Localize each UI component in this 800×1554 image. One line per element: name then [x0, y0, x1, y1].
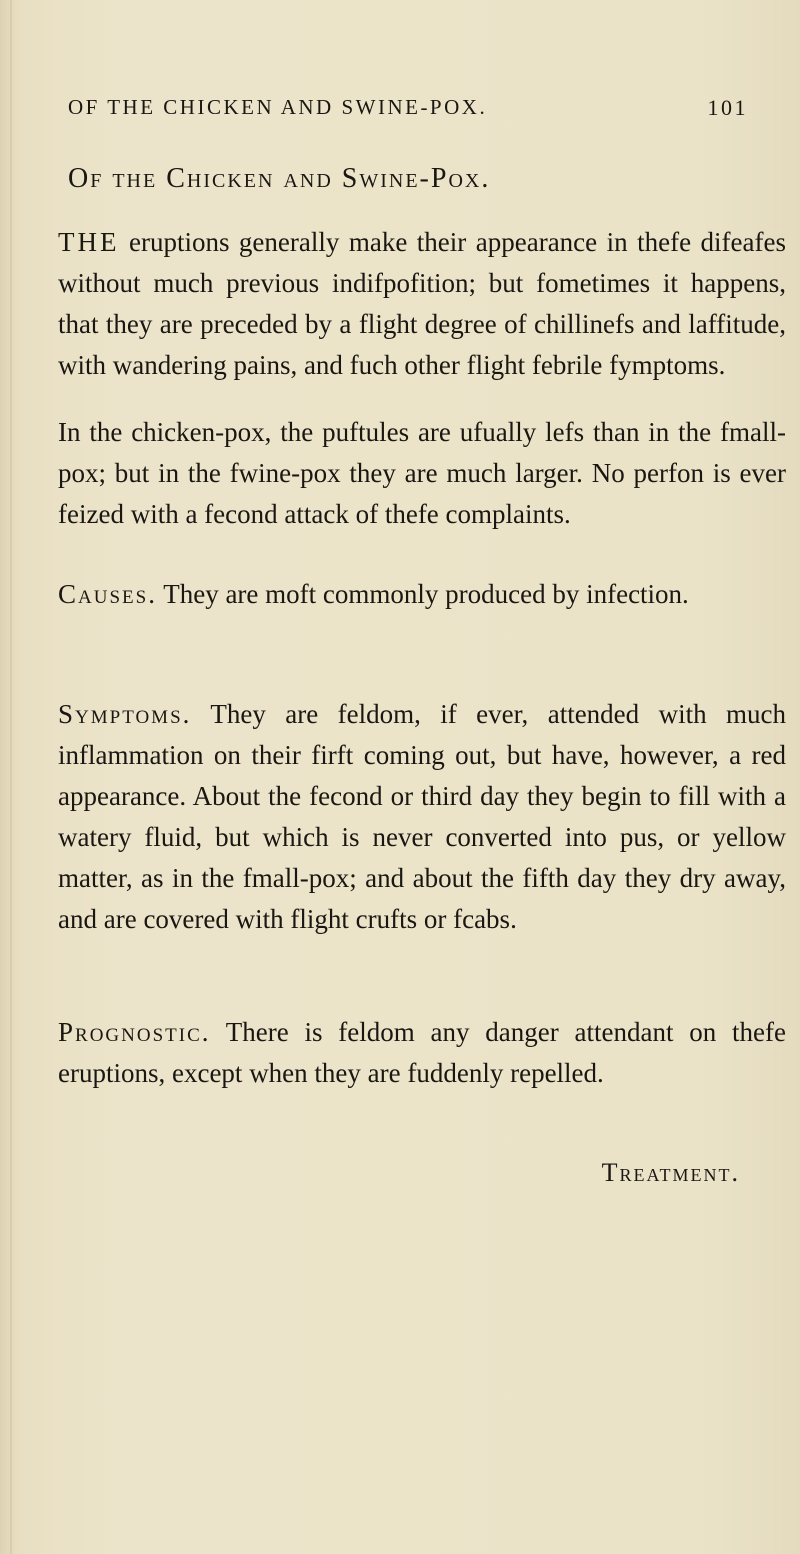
paragraph-prognostic [58, 1012, 786, 1094]
paragraph-text: There is feldom any danger attendant on thefe eruptions, except when they are fuddenly repelled. [58, 1017, 786, 1088]
section-title: Of the Chicken and Swine-Pox. [68, 163, 491, 194]
page-number: 101 [707, 95, 748, 120]
paragraph-symptoms [58, 694, 786, 940]
catchword: Treatment. [601, 1158, 740, 1187]
paragraph-intro [58, 222, 786, 386]
paragraph-lead: Symptoms. [58, 699, 192, 729]
running-head [68, 95, 748, 120]
paragraph-text: eruptions generally make their appearance in thefe difeafes without much previous indifpofition; but fometimes it happens, that they are preceded by a flight degree of chillinefs and laffitude, with wandering pains, and fuch other flight febrile fymptoms. [58, 227, 786, 380]
paragraph-causes [58, 574, 786, 615]
page-gutter-shadow [10, 0, 12, 1554]
paragraph-text: They are moft commonly produced by infection. [156, 579, 689, 609]
paragraph-lead: Causes. [58, 579, 157, 609]
paragraph-lead: Prognostic. [58, 1017, 211, 1047]
paragraph-pustules [58, 412, 786, 535]
paragraph-text: They are feldom, if ever, attended with much inflammation on their firft coming out, but have, however, a red appearance. About the fecond or third day they begin to fill with a watery fluid, but which is never converted into pus, or yellow matter, as in the fmall-pox; and about the fifth day they dry away, and are covered with flight crufts or fcabs. [58, 699, 786, 934]
paragraph-text: In the chicken-pox, the puftules are ufually lefs than in the fmall-pox; but in the fwine-pox they are much larger. No perfon is ever feized with a fecond attack of thefe complaints. [58, 417, 786, 529]
running-head-title: OF THE CHICKEN AND SWINE-POX. [68, 95, 488, 119]
paragraph-lead: THE [58, 227, 120, 257]
